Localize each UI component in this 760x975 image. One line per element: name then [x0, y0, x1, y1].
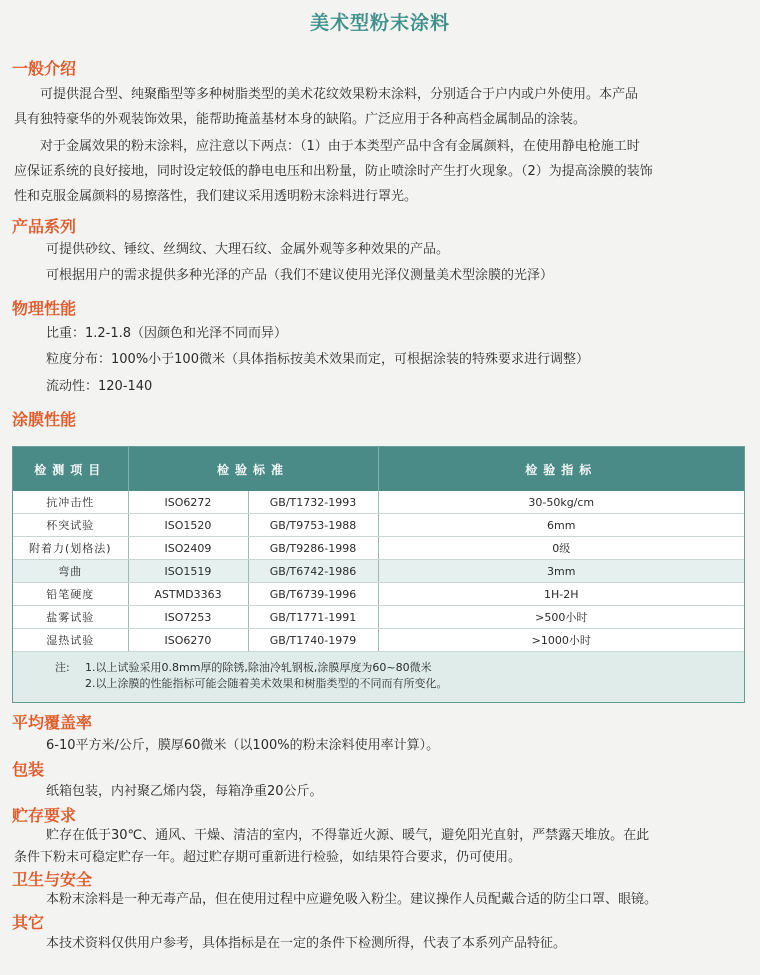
cell-item: 杯突试验	[13, 514, 128, 537]
physical-line-2: 粒度分布：100%小于100微米（具体指标按美术效果而定，可根据涂装的特殊要求进行调整）	[46, 352, 589, 367]
physical-line-3: 流动性：120-140	[46, 379, 153, 394]
storage-line-2: 条件下粉末可稳定贮存一年。超过贮存期可重新进行检验，如结果符合要求，仍可使用。	[14, 850, 522, 865]
cell-item: 盐雾试验	[13, 606, 128, 629]
table-row	[13, 583, 744, 606]
general-p2-line1: 对于金属效果的粉末涂料，应注意以下两点：（1）由于本类型产品中含有金属颜料，在使用静电枪施工时	[40, 139, 640, 154]
cell-value: 3mm	[378, 560, 744, 583]
cell-gb: GB/T6739-1996	[248, 583, 378, 606]
general-paragraph-1	[14, 82, 744, 132]
cell-iso: ISO6270	[128, 629, 248, 652]
heading-physical: 物理性能	[12, 299, 77, 318]
cell-item: 附着力(划格法)	[13, 537, 128, 560]
general-p1-line1: 可提供混合型、纯聚酯型等多种树脂类型的美术花纹效果粉末涂料，分别适合于户内或户外使用。本产品	[40, 87, 639, 102]
heading-general: 一般介绍	[12, 59, 77, 78]
cell-value: >500小时	[378, 606, 744, 629]
table-row	[13, 514, 744, 537]
general-p2-line2: 应保证系统的良好接地，同时设定较低的静电电压和出粉量，防止喷涂时产生打火现象。（2）为提高涂膜的装饰	[14, 164, 653, 179]
heading-series: 产品系列	[12, 217, 77, 236]
note-line-1: 1.以上试验采用0.8mm厚的除锈,除油冷轧钢板,涂膜厚度为60~80微米	[85, 661, 432, 674]
packaging-line-1: 纸箱包装，内衬聚乙烯内袋，每箱净重20公斤。	[46, 784, 323, 799]
cell-value: 30-50kg/cm	[378, 491, 744, 514]
heading-film: 涂膜性能	[12, 410, 77, 429]
cell-gb: GB/T6742-1986	[248, 560, 378, 583]
cell-gb: GB/T1771-1991	[248, 606, 378, 629]
page-title: 美术型粉末涂料	[309, 12, 450, 34]
table-row	[13, 560, 744, 583]
storage-line-1: 贮存在低于30℃、通风、干燥、清洁的室内，不得靠近火源、暖气，避免阳光直射，严禁露天堆放。在此	[46, 828, 650, 843]
cell-value: 0级	[378, 537, 744, 560]
heading-safety: 卫生与安全	[12, 870, 93, 889]
coverage-line-1: 6-10平方米/公斤，膜厚60微米（以100%的粉末涂料使用率计算）。	[46, 738, 440, 753]
series-line-2: 可根据用户的需求提供多种光泽的产品（我们不建议使用光泽仪测量美术型涂膜的光泽）	[46, 268, 554, 283]
cell-iso: ISO1519	[128, 560, 248, 583]
cell-item: 湿热试验	[13, 629, 128, 652]
heading-other: 其它	[12, 913, 45, 932]
cell-item: 弯曲	[13, 560, 128, 583]
table-row	[13, 537, 744, 560]
cell-iso: ISO2409	[128, 537, 248, 560]
note-label: 注:	[55, 661, 70, 674]
cell-iso: ASTMD3363	[128, 583, 248, 606]
cell-item: 抗冲击性	[13, 491, 128, 514]
heading-storage: 贮存要求	[12, 806, 77, 825]
series-line-1: 可提供砂纹、锤纹、丝绸纹、大理石纹、金属外观等多种效果的产品。	[46, 242, 450, 257]
col-header-standard: 检验标准	[128, 447, 378, 491]
cell-gb: GB/T1740-1979	[248, 629, 378, 652]
col-header-item: 检测项目	[13, 447, 128, 491]
cell-gb: GB/T9286-1998	[248, 537, 378, 560]
cell-value: >1000小时	[378, 629, 744, 652]
table-row	[13, 491, 744, 514]
cell-value: 6mm	[378, 514, 744, 537]
film-performance-table	[12, 446, 745, 703]
heading-packaging: 包装	[12, 760, 45, 779]
safety-line-1: 本粉末涂料是一种无毒产品，但在使用过程中应避免吸入粉尘。建议操作人员配戴合适的防尘口罩、眼镜。	[46, 892, 658, 907]
general-paragraph-2	[14, 134, 744, 209]
note-line-2: 2.以上涂膜的性能指标可能会随着美术效果和树脂类型的不同而有所变化。	[85, 677, 448, 690]
general-p2-line3: 性和克服金属颜料的易擦落性，我们建议采用透明粉末涂料进行罩光。	[14, 189, 418, 204]
table-row	[13, 629, 744, 652]
heading-coverage: 平均覆盖率	[12, 713, 93, 732]
physical-line-1: 比重：1.2-1.8（因颜色和光泽不同而异）	[46, 326, 288, 341]
cell-item: 铅笔硬度	[13, 583, 128, 606]
cell-iso: ISO6272	[128, 491, 248, 514]
cell-gb: GB/T9753-1988	[248, 514, 378, 537]
cell-iso: ISO1520	[128, 514, 248, 537]
col-header-value: 检验指标	[378, 447, 744, 491]
other-line-1: 本技术资料仅供用户参考，具体指标是在一定的条件下检测所得，代表了本系列产品特征。	[46, 936, 567, 951]
cell-iso: ISO7253	[128, 606, 248, 629]
table-row	[13, 606, 744, 629]
table-note	[13, 652, 744, 702]
general-p1-line2: 具有独特豪华的外观装饰效果，能帮助掩盖基材本身的缺陷。广泛应用于各种高档金属制品的涂装。	[14, 112, 587, 127]
cell-value: 1H-2H	[378, 583, 744, 606]
cell-gb: GB/T1732-1993	[248, 491, 378, 514]
